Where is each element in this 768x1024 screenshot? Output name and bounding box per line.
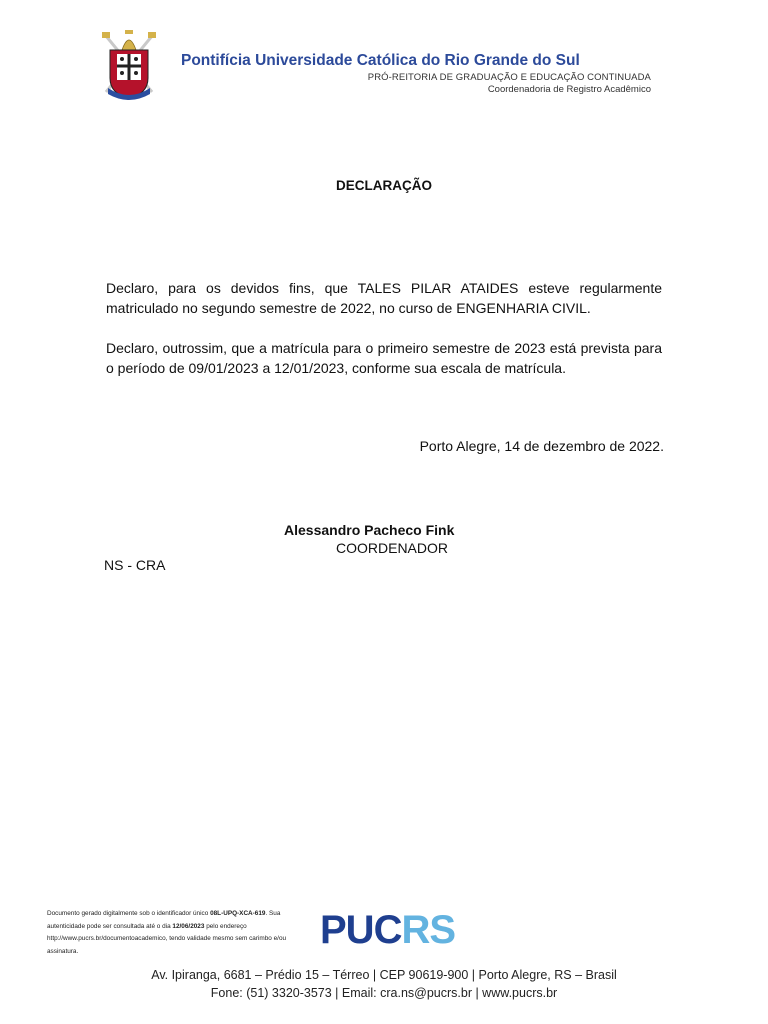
university-name: Pontifícia Universidade Católica do Rio Grande do Sul xyxy=(181,52,580,69)
footer-contact: Fone: (51) 3320-3573 | Email: cra.ns@pucrs.br | www.pucrs.br xyxy=(210,986,558,1000)
office-name: Coordenadoria de Registro Acadêmico xyxy=(487,84,651,95)
issuer-initials: NS - CRA xyxy=(104,557,166,573)
logo-part-rs: RS xyxy=(401,908,456,952)
authenticity-note xyxy=(47,908,313,958)
note-prefix: Documento gerado digitalmente sob o identificador único xyxy=(47,910,211,917)
pucrs-logo xyxy=(320,908,455,953)
paragraph-enrollment: Declaro, para os devidos fins, que TALES PILAR ATAIDES esteve regularmente matriculado no segundo semestre de 2022, no curso de ENGENHARIA CIVIL. xyxy=(106,280,662,316)
valid-until-date: 12/06/2023 xyxy=(172,922,205,930)
note-suffix: pelo endereço http://www.pucrs.br/documentoacademico, tendo validade mesmo sem carimbo e/ou assinatura. xyxy=(47,922,287,955)
document-title: DECLARAÇÃO xyxy=(336,178,432,193)
document-identifier: 08L-UPQ-XCA-619 xyxy=(210,910,266,917)
department-name: PRÓ-REITORIA DE GRADUAÇÃO E EDUCAÇÃO CONTINUADA xyxy=(367,72,651,83)
signatory-role: COORDENADOR xyxy=(336,540,449,556)
signatory-name: Alessandro Pacheco Fink xyxy=(284,522,455,538)
university-crest-icon xyxy=(100,28,158,102)
footer-address: Av. Ipiranga, 6681 – Prédio 15 – Térreo | CEP 90619-900 | Porto Alegre, RS – Brasil xyxy=(151,968,617,982)
logo-part-puc: PUC xyxy=(320,908,402,952)
note-middle: . Sua autenticidade pode ser consultada até o dia xyxy=(47,910,281,930)
place-and-date: Porto Alegre, 14 de dezembro de 2022. xyxy=(419,438,664,454)
paragraph-next-semester: Declaro, outrossim, que a matrícula para o primeiro semestre de 2023 está prevista para o período de 09/01/2023 a 12/01/2023, conforme sua escala de matrícula. xyxy=(106,340,662,376)
